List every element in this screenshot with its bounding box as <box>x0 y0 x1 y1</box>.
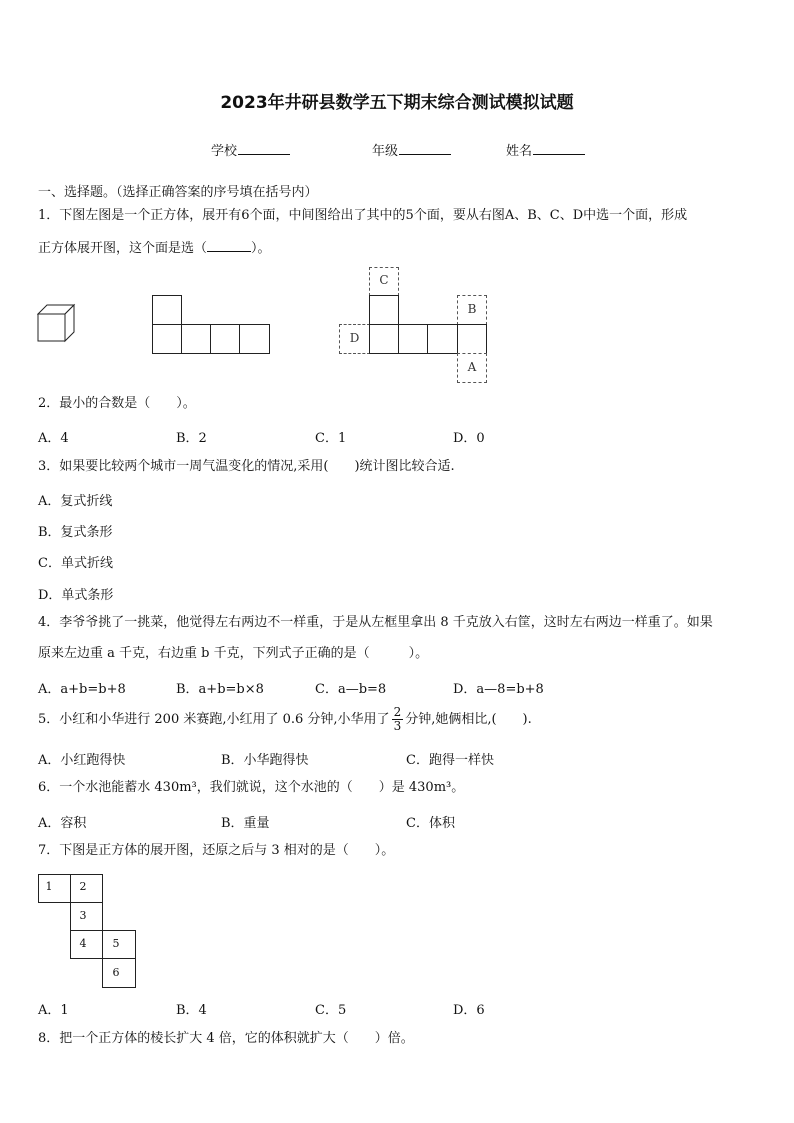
q7-option-c: C．5 <box>315 1003 347 1018</box>
q5-fraction-denominator: 3 <box>393 719 402 733</box>
q5-text-end: 分钟,她俩相比,( ). <box>405 712 532 727</box>
q7-option-b: B．4 <box>176 1003 207 1018</box>
grade-label: 年级 <box>372 144 399 159</box>
q2-option-b: B．2 <box>176 431 207 446</box>
name-blank <box>533 142 585 155</box>
q2-option-a: A．4 <box>38 431 69 446</box>
q2-option-c: C．1 <box>315 431 347 446</box>
net-square <box>457 324 487 354</box>
net-number: 1 <box>45 880 53 893</box>
net-square <box>152 324 182 354</box>
q1-answer-blank <box>207 240 251 252</box>
q6-option-a: A．容积 <box>38 816 87 831</box>
net-square <box>369 324 399 354</box>
q5-text-start: 5．小红和小华进行 200 米赛跑,小红用了 0.6 分钟,小华用了 <box>38 712 390 727</box>
q4-option-b: B．a+b=b×8 <box>176 682 264 697</box>
q3-option-b: B．复式条形 <box>38 525 113 540</box>
school-blank <box>238 142 290 155</box>
net-number: 6 <box>112 966 120 979</box>
q3-text: 3．如果要比较两个城市一周气温变化的情况,采用( )统计图比较合适. <box>38 459 455 474</box>
q3-option-c: C．单式折线 <box>38 556 113 571</box>
net-square <box>152 295 182 325</box>
net-square <box>181 324 211 354</box>
net-square <box>398 324 428 354</box>
q4-option-c: C．a—b=8 <box>315 682 387 697</box>
net-number: 2 <box>79 880 87 893</box>
q4-line2: 原来左边重 a 千克，右边重 b 千克，下列式子正确的是（ ）。 <box>38 646 429 661</box>
net-number: 5 <box>112 937 120 950</box>
q5-option-c: C．跑得一样快 <box>406 753 494 768</box>
grade-blank <box>399 142 451 155</box>
page-title: 2023年井研县数学五下期末综合测试模拟试题 <box>220 93 574 113</box>
q5-fraction-numerator: 2 <box>393 705 402 719</box>
q2-option-d: D．0 <box>453 431 485 446</box>
q7-option-a: A．1 <box>38 1003 69 1018</box>
q5-option-a: A．小红跑得快 <box>38 753 126 768</box>
net-number: 4 <box>79 937 87 950</box>
cube-icon <box>37 303 77 345</box>
name-field <box>506 140 585 159</box>
net-number: 3 <box>79 909 87 922</box>
q4-option-a: A．a+b=b+8 <box>38 682 126 697</box>
q4-option-d: D．a—8=b+8 <box>453 682 544 697</box>
q3-option-d: D．单式条形 <box>38 588 114 603</box>
school-label: 学校 <box>211 144 238 159</box>
q5-option-b: B．小华跑得快 <box>221 753 309 768</box>
q4-line1: 4．李爷爷挑了一挑菜，他觉得左右两边不一样重，于是从左框里拿出 8 千克放入右筐，这时左右两边一样重了。如果 <box>38 615 713 630</box>
face-d-label: D <box>349 331 360 345</box>
q1-line2-end: ）。 <box>251 241 271 256</box>
q6-text: 6．一个水池能蓄水 430m³，我们就说，这个水池的（ ）是 430m³。 <box>38 780 465 795</box>
section-heading: 一、选择题。（选择正确答案的序号填在括号内） <box>38 185 318 200</box>
net-square <box>427 324 458 354</box>
q6-option-c: C．体积 <box>406 816 455 831</box>
net-square <box>239 324 270 354</box>
name-label: 姓名 <box>506 144 533 159</box>
face-c-label: C <box>379 273 389 287</box>
q5-text <box>38 701 532 739</box>
q5-fraction <box>392 706 404 733</box>
q1-line2-text: 正方体展开图，这个面是选（ <box>38 241 208 256</box>
q1-line2 <box>38 240 271 257</box>
q7-text: 7．下图是正方体的展开图，还原之后与 3 相对的是（ ）。 <box>38 843 395 858</box>
q3-option-a: A．复式折线 <box>38 494 113 509</box>
grade-field <box>372 140 451 159</box>
net-square <box>369 295 399 325</box>
net-square <box>210 324 240 354</box>
q7-option-d: D．6 <box>453 1003 485 1018</box>
q2-text: 2．最小的合数是（ ）。 <box>38 396 196 411</box>
face-a-label: A <box>467 360 477 374</box>
school-field <box>211 140 290 159</box>
q1-line1: 1．下图左图是一个正方体，展开有6个面，中间图给出了其中的5个面，要从右图A、B、C、D中选一个面，形成 <box>38 208 688 223</box>
face-b-label: B <box>467 302 477 316</box>
q8-text: 8．把一个正方体的棱长扩大 4 倍，它的体积就扩大（ ）倍。 <box>38 1031 414 1046</box>
q6-option-b: B．重量 <box>221 816 270 831</box>
